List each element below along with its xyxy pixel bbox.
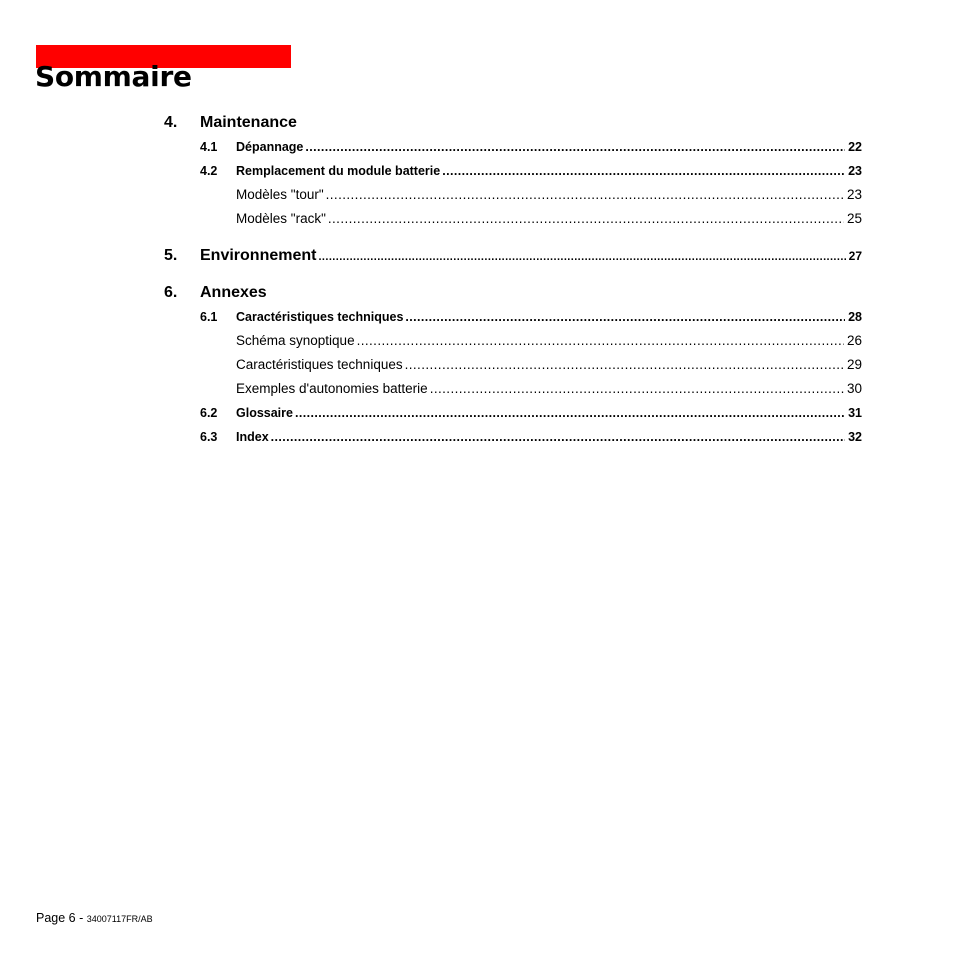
toc-leader-dots <box>305 140 845 154</box>
toc-leader-dots <box>326 187 844 202</box>
toc-label: Remplacement du module batterie <box>236 164 441 178</box>
toc-leader-dots <box>295 406 845 420</box>
toc-entry-modeles-rack[interactable] <box>164 211 862 226</box>
toc-page-number: 30 <box>846 381 862 396</box>
toc-number: 4.2 <box>200 164 218 178</box>
toc-number: 6.1 <box>200 310 218 324</box>
toc-entry-index[interactable] <box>164 430 862 444</box>
toc-entry-modeles-tour[interactable] <box>164 187 862 202</box>
toc-page-number: 25 <box>846 211 862 226</box>
toc-chapter-maintenance[interactable] <box>164 114 862 132</box>
toc-label: Modèles "tour" <box>236 187 324 202</box>
toc-leader-dots <box>405 357 844 372</box>
toc-label: Dépannage <box>236 140 304 154</box>
toc-label: Caractéristiques techniques <box>236 357 403 372</box>
toc-leader-dots <box>357 333 844 348</box>
toc-number: 6. <box>164 284 178 301</box>
toc-label: Annexes <box>200 284 267 301</box>
toc-label: Glossaire <box>236 406 293 420</box>
toc-page-number: 23 <box>846 187 862 202</box>
toc-number: 4. <box>164 114 178 131</box>
toc-label: Environnement <box>200 247 317 264</box>
toc-entry-depannage[interactable] <box>164 140 862 154</box>
toc-entry-schema-synoptique[interactable] <box>164 333 862 348</box>
toc-label: Exemples d'autonomies batterie <box>236 381 428 396</box>
toc-page-number: 28 <box>848 310 862 324</box>
toc-entry-caracteristiques-techniques[interactable] <box>164 310 862 324</box>
toc-number: 6.2 <box>200 406 218 420</box>
toc-page-number: 22 <box>848 140 862 154</box>
toc-entry-remplacement-batterie[interactable] <box>164 164 862 178</box>
footer-doc-ref: 34007117FR/AB <box>86 914 153 924</box>
toc-leader-dots <box>430 381 844 396</box>
toc-entry-caracteristiques-techniques-sub[interactable] <box>164 357 862 372</box>
toc-number: 6.3 <box>200 430 218 444</box>
toc-page-number: 32 <box>848 430 862 444</box>
toc-leader-dots <box>328 211 844 226</box>
toc-label: Modèles "rack" <box>236 211 326 226</box>
toc-leader-dots <box>442 164 845 178</box>
toc-page-number: 27 <box>848 249 862 263</box>
footer-page-label: Page 6 - <box>36 911 87 925</box>
toc-label: Schéma synoptique <box>236 333 355 348</box>
toc-entry-exemples-autonomies[interactable] <box>164 381 862 396</box>
toc-chapter-annexes[interactable] <box>164 284 862 302</box>
toc-page-number: 23 <box>848 164 862 178</box>
toc-label: Maintenance <box>200 114 297 131</box>
toc-page-number: 31 <box>848 406 862 420</box>
toc-number: 4.1 <box>200 140 218 154</box>
toc-leader-dots <box>318 251 845 263</box>
toc-page-number: 29 <box>846 357 862 372</box>
toc-page-number: 26 <box>846 333 862 348</box>
page-title: Sommaire <box>35 60 192 93</box>
toc-chapter-environnement[interactable] <box>164 247 862 265</box>
toc-label: Caractéristiques techniques <box>236 310 404 324</box>
page-footer <box>36 911 153 925</box>
toc-label: Index <box>236 430 269 444</box>
toc-number: 5. <box>164 247 178 264</box>
toc-leader-dots <box>271 430 845 444</box>
toc-entry-glossaire[interactable] <box>164 406 862 420</box>
toc-leader-dots <box>405 310 845 324</box>
